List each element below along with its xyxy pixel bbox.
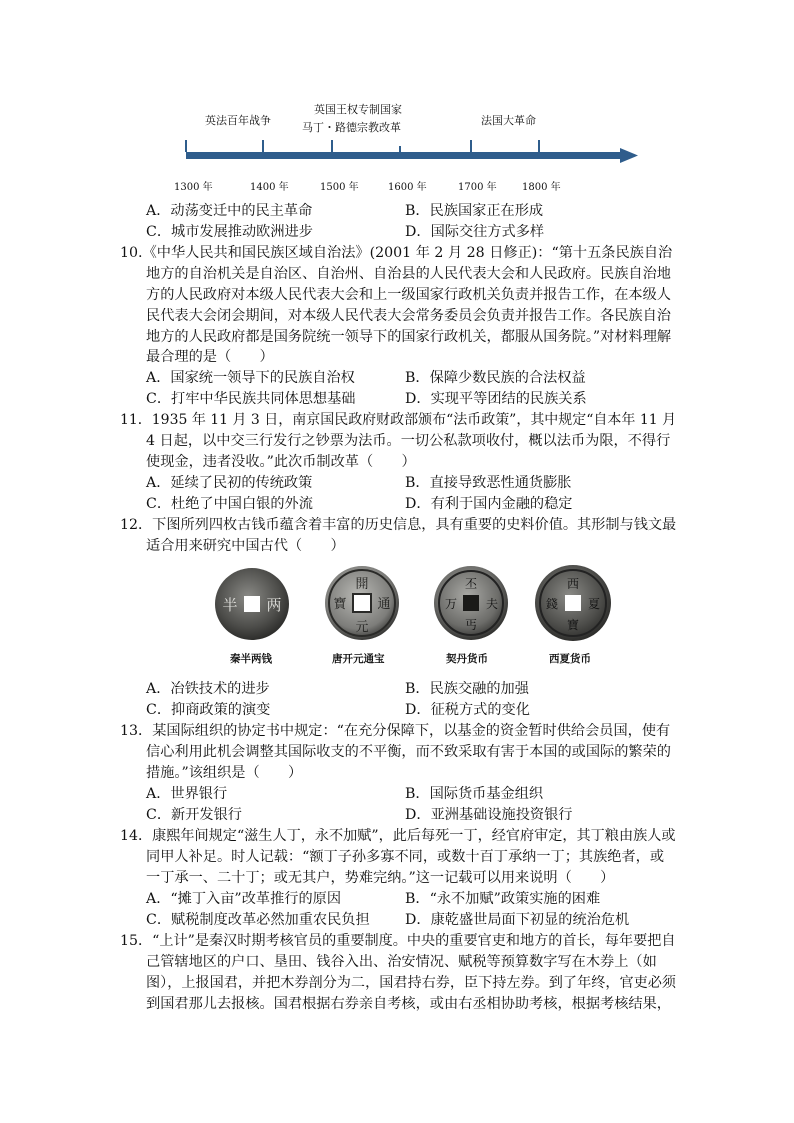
timeline-axis (0, 0, 794, 200)
coin-glyph: 錢 (545, 597, 559, 611)
option-a: A．国家统一领导下的民族自治权 (146, 370, 355, 386)
option-a: A．“摊丁入亩”改革推行的原因 (146, 891, 342, 907)
coin-glyph: 半 (222, 596, 238, 614)
timeline-tick-label: 1600 年 (388, 182, 427, 193)
coins-figure (200, 560, 620, 646)
question-text-line: 使现金，违者没收。”此次币制改革（ ） (146, 454, 416, 470)
question-text-line: 信心利用此机会调整其国际收支的不平衡，而不致采取有害于本国的或国际的繁荣的 (146, 744, 671, 760)
option-b: B．直接导致恶性通货膨胀 (405, 475, 572, 491)
coin-caption: 契丹货币 (446, 653, 488, 665)
option-d: D．实现平等团结的民族关系 (405, 391, 587, 407)
coin-glyph: 通 (377, 597, 391, 612)
timeline-event-label: 马丁・路德宗教改革 (302, 121, 401, 134)
question-text-line: 己管辖地区的户口、垦田、钱谷入出、治安情况、赋税等预算数字写在木券上（如 (146, 954, 657, 970)
option-b: B．“永不加赋”政策实施的困难 (405, 891, 601, 907)
coin-caption: 秦半两钱 (230, 653, 272, 665)
option-d: D．亚洲基础设施投资银行 (405, 807, 573, 823)
timeline-arrow-head (620, 148, 638, 163)
option-a: A．冶铁技术的进步 (146, 681, 270, 697)
option-b: B．民族交融的加强 (405, 681, 529, 697)
option-d: D．有利于国内金融的稳定 (405, 496, 573, 512)
question-text-line: 最合理的是（ ） (146, 349, 274, 365)
question-text-line: 10.《中华人民共和国民族区域自治法》(2001 年 2 月 28 日修正)：“第十五条民族自治 (120, 245, 673, 261)
question-text-line: 13．某国际组织的协定书中规定：“在充分保障下，以基金的资金暂时供给会员国，使有 (120, 723, 671, 739)
question-text-line: 11．1935 年 11 月 3 日，南京国民政府财政部颁布“法币政策”，其中规定“自本年 11 月 (120, 412, 677, 428)
question-text-line: 方的人民政府对本级人民代表大会和上一级国家行政机关负责并报告工作，在本级人 (146, 287, 671, 303)
timeline-arrow (186, 148, 638, 163)
coin-kaiyuan-tongbao (325, 566, 399, 640)
option-b: B．民族国家正在形成 (405, 203, 544, 219)
coin-glyph: 夫 (485, 597, 499, 611)
question-text-line: 民代表大会闭会期间，对本级人民代表大会常务委员会负责并报告工作。各民族自治 (146, 308, 671, 324)
question-text-line: 到国君那儿去报核。国君根据右券亲自考核，或由右丞相协助考核，根据考核结果， (146, 996, 671, 1012)
timeline-event-label: 英国王权专制国家 (314, 103, 402, 116)
coin-caption: 唐开元通宝 (332, 653, 385, 665)
coin-glyph: 两 (266, 596, 282, 614)
option-b: B．国际货币基金组织 (405, 786, 544, 802)
option-b: B．保障少数民族的合法权益 (405, 370, 586, 386)
option-d: D．国际交往方式多样 (405, 224, 545, 240)
timeline (0, 0, 794, 200)
timeline-tick-marks (186, 140, 539, 152)
option-d: D．征税方式的变化 (405, 702, 530, 718)
coin-caption: 西夏货币 (549, 653, 591, 665)
question-text-line: 4 日起，以中交三行发行之钞票为法币。一切公私款项收付，概以法币为限，不得行 (146, 433, 671, 449)
option-c: C．打牢中华民族共同体思想基础 (146, 391, 356, 407)
option-a: A．动荡变迁中的民主革命 (146, 203, 313, 219)
timeline-event-label: 英法百年战争 (205, 114, 271, 127)
question-text-line: 措施。”该组织是（ ） (146, 765, 303, 781)
timeline-tick-label: 1700 年 (458, 182, 497, 193)
coin-qin-banliang (215, 568, 289, 640)
coin-glyph: 開 (355, 577, 369, 592)
option-c: C．赋税制度改革必然加重农民负担 (146, 912, 370, 928)
timeline-tick-label: 1800 年 (522, 182, 561, 193)
coin-khitan (434, 566, 508, 640)
coin-glyph: 寶 (566, 618, 580, 632)
option-c: C．抑商政策的演变 (146, 702, 271, 718)
option-c: C．杜绝了中国白银的外流 (146, 496, 313, 512)
coin-glyph: 寶 (333, 597, 347, 612)
option-a: A．延续了民初的传统政策 (146, 475, 313, 491)
timeline-tick-label: 1400 年 (250, 182, 289, 193)
coin-glyph: 西 (566, 577, 580, 591)
option-c: C．新开发银行 (146, 807, 242, 823)
question-text-line: 同甲人补足。时人记载：“额丁子孙多寡不同，或数十百丁承纳一丁；其族绝者，或 (146, 849, 665, 865)
timeline-bar (186, 152, 622, 159)
coin-glyph: 元 (355, 620, 369, 635)
timeline-event-label: 法国大革命 (481, 114, 536, 127)
timeline-tick-label: 1300 年 (174, 182, 213, 193)
coin-glyph: 丐 (464, 618, 478, 632)
option-a: A．世界银行 (146, 786, 228, 802)
option-c: C．城市发展推动欧洲进步 (146, 224, 313, 240)
question-text-line: 一丁承一、二十丁；或无其户，势难完纳。”这一记载可以用来说明（ ） (146, 870, 615, 886)
coin-xixia (535, 565, 611, 641)
timeline-tick-label: 1500 年 (320, 182, 359, 193)
option-d: D．康乾盛世局面下初显的统治危机 (405, 912, 630, 928)
question-text-line: 12．下图所列四枚古钱币蕴含着丰富的历史信息，具有重要的史料价值。其形制与钱文最 (120, 517, 677, 533)
coin-glyph: 夏 (587, 597, 601, 611)
question-text-line: 图），上报国君，并把木券剖分为二，国君持右券，臣下持左券。到了年终，官吏必须 (146, 975, 677, 991)
coin-glyph: 丕 (464, 577, 478, 591)
question-text-line: 14．康熙年间规定“滋生人丁，永不加赋”，此后每死一丁，经官府审定，其丁粮由族人或 (120, 828, 676, 844)
question-text-line: 适合用来研究中国古代（ ） (146, 538, 345, 554)
coin-glyph: 万 (444, 597, 458, 611)
question-text-line: 地方的自治机关是自治区、自治州、自治县的人民代表大会和人民政府。民族自治地 (146, 266, 671, 282)
question-text-line: 地方的人民政府都是国务院统一领导下的国家行政机关，都服从国务院。”对材料理解 (146, 329, 672, 345)
question-text-line: 15．“上计”是秦汉时期考核官员的重要制度。中央的重要官吏和地方的首长，每年要把自 (120, 933, 676, 949)
